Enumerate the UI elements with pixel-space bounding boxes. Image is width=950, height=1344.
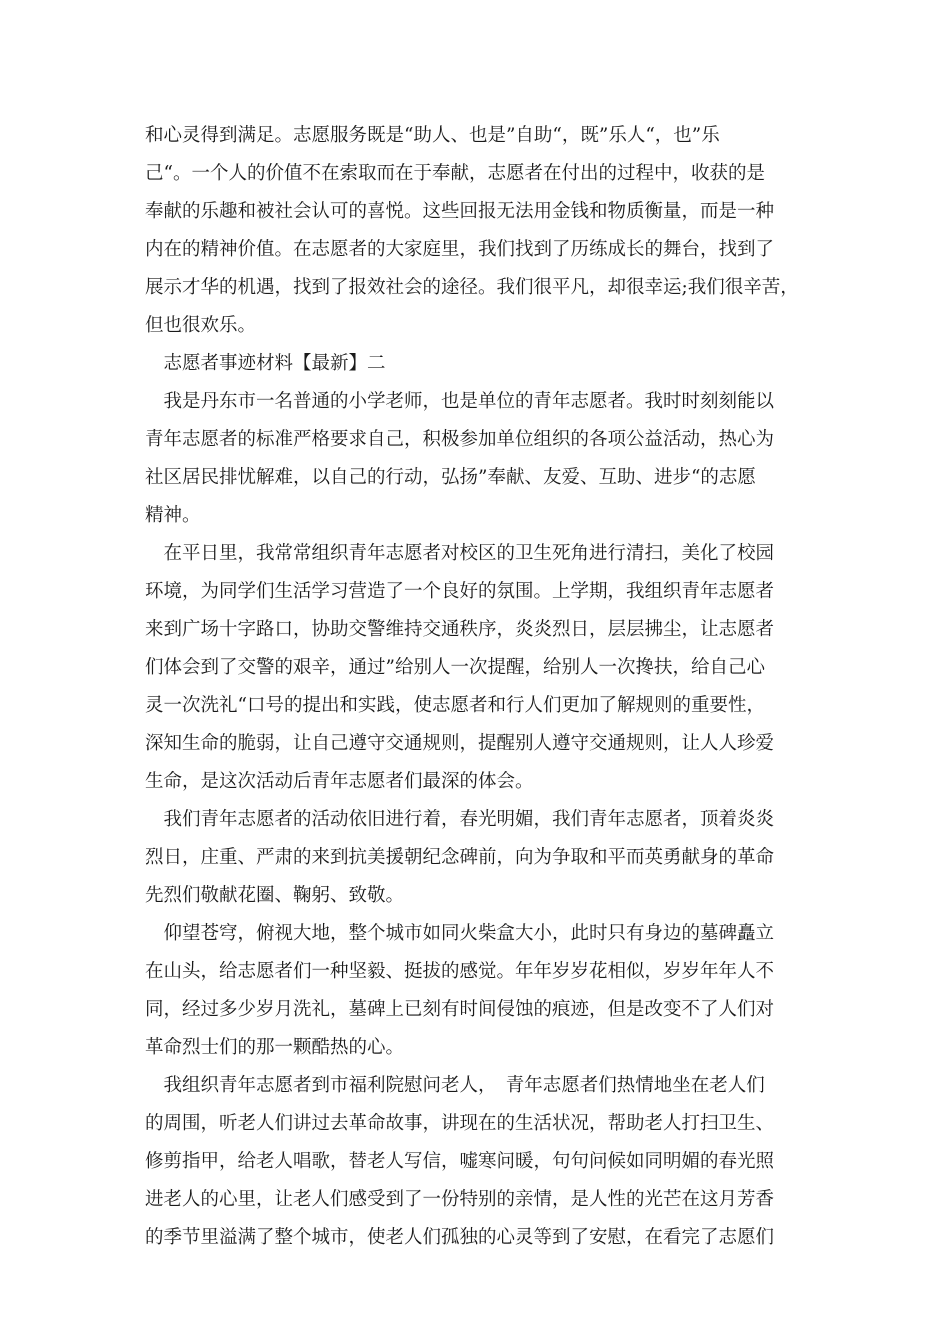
text-line: 进老人的心里，让老人们感受到了一份特别的亲情，是人性的光芒在这月芳香 bbox=[145, 1189, 775, 1210]
text-line: 的季节里溢满了整个城市，使老人们孤独的心灵等到了安慰，在看完了志愿们 bbox=[145, 1227, 775, 1248]
text-line: 和心灵得到满足。志愿服务既是“助人、也是”自助“，既”乐人“，也”乐 bbox=[145, 125, 720, 146]
text-line: 来到广场十字路口，协助交警维持交通秩序，炎炎烈日，层层拂尘，让志愿者 bbox=[145, 619, 775, 640]
text-line: 我们青年志愿者的活动依旧进行着，春光明媚，我们青年志愿者，顶着炎炎 bbox=[145, 809, 775, 830]
text-line: 的周围，听老人们讲过去革命故事，讲现在的生活状况，帮助老人打扫卫生、 bbox=[145, 1113, 775, 1134]
text-line: 深知生命的脆弱，让自己遵守交通规则，提醒别人遵守交通规则，让人人珍爱 bbox=[145, 733, 775, 754]
text-line: 在山头，给志愿者们一种坚毅、挺拔的感觉。年年岁岁花相似，岁岁年年人不 bbox=[145, 961, 775, 982]
text-line: 我组织青年志愿者到市福利院慰问老人， 青年志愿者们热情地坐在老人们 bbox=[145, 1075, 765, 1096]
text-line: 先烈们敬献花圈、鞠躬、致敬。 bbox=[145, 885, 405, 906]
text-line: 生命，是这次活动后青年志愿者们最深的体会。 bbox=[145, 771, 534, 792]
text-line: 灵一次洗礼“口号的提出和实践，使志愿者和行人们更加了解规则的重要性， bbox=[145, 695, 765, 716]
text-line: 同，经过多少岁月洗礼，墓碑上已刻有时间侵蚀的痕迹，但是改变不了人们对 bbox=[145, 999, 775, 1020]
text-line: 奉献的乐趣和被社会认可的喜悦。这些回报无法用金钱和物质衡量，而是一种 bbox=[145, 201, 775, 222]
text-line: 精神。 bbox=[145, 505, 201, 526]
text-line: 青年志愿者的标准严格要求自己，积极参加单位组织的各项公益活动，热心为 bbox=[145, 429, 775, 450]
text-line: 社区居民排忧解难，以自己的行动，弘扬”奉献、友爱、互助、进步“的志愿 bbox=[145, 467, 756, 488]
text-line: 在平日里，我常常组织青年志愿者对校区的卫生死角进行清扫，美化了校园 bbox=[145, 543, 775, 564]
text-line: 仰望苍穹，俯视大地，整个城市如同火柴盒大小，此时只有身边的墓碑矗立 bbox=[145, 923, 775, 944]
text-line: 内在的精神价值。在志愿者的大家庭里，我们找到了历练成长的舞台，找到了 bbox=[145, 239, 775, 260]
text-line: 展示才华的机遇，找到了报效社会的途径。我们很平凡，却很幸运;我们很辛苦， bbox=[145, 277, 799, 298]
text-line: 革命烈士们的那一颗酷热的心。 bbox=[145, 1037, 405, 1058]
text-line: 烈日，庄重、严肃的来到抗美援朝纪念碑前，向为争取和平而英勇献身的革命 bbox=[145, 847, 775, 868]
text-line: 己“。一个人的价值不在索取而在于奉献，志愿者在付出的过程中，收获的是 bbox=[145, 163, 765, 184]
text-line: 但也很欢乐。 bbox=[145, 315, 257, 336]
text-line: 修剪指甲，给老人唱歌，替老人写信，嘘寒问暖，句句问候如同明媚的春光照 bbox=[145, 1151, 775, 1172]
section-heading: 志愿者事迹材料【最新】二 bbox=[145, 353, 386, 374]
text-line: 环境，为同学们生活学习营造了一个良好的氛围。上学期，我组织青年志愿者 bbox=[145, 581, 775, 602]
text-line: 我是丹东市一名普通的小学老师，也是单位的青年志愿者。我时时刻刻能以 bbox=[145, 391, 775, 412]
text-line: 们体会到了交警的艰辛，通过”给别人一次提醒，给别人一次搀扶，给自己心 bbox=[145, 657, 765, 678]
